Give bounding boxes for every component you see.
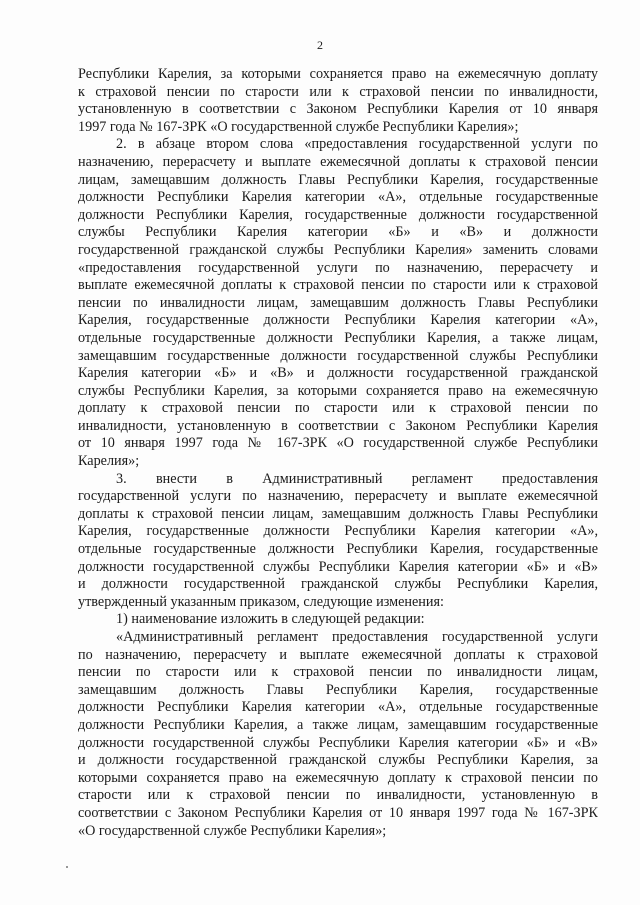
text-line: пенсии по инвалидности лицам, замещавшим должность Главы Республики xyxy=(78,294,598,311)
text-line: инвалидности, установленную в соответствии с Законом Республики Карелия xyxy=(78,417,598,434)
text-line: Карелия, государственные должности Республики Карелия категории «А», xyxy=(78,312,598,329)
text-line: выплате ежемесячной доплаты к страховой пенсии по старости или к страховой xyxy=(78,277,598,294)
text-line: и должности государственной гражданской службы Республики Карелия, xyxy=(78,576,598,593)
text-line: должности Республики Карелия категории «А», отдельные государственные xyxy=(78,189,598,206)
text-line: Республики Карелия, за которыми сохраняется право на ежемесячную доплату xyxy=(78,66,598,82)
text-line: замещавшим государственные должности государственной службы Республики xyxy=(78,347,598,364)
text-line: установленную в соответствии с Законом Республики Карелия от 10 января xyxy=(78,101,598,118)
text-line: должности Республики Карелия, государственные должности государственной xyxy=(78,206,598,223)
document-body xyxy=(78,66,598,840)
text-line: Карелия категории «Б» и «В» и должности государственной гражданской xyxy=(78,365,598,382)
text-line: «Административный регламент предоставления государственной услуги xyxy=(116,629,598,645)
text-line: 1997 года № 167-ЗРК «О государственной службе Республики Карелия»; xyxy=(78,118,519,135)
text-line: утвержденный указанным приказом, следующие изменения: xyxy=(78,593,444,610)
text-line: лицам, замещавшим должность Главы Республики Карелия, государственные xyxy=(78,171,598,188)
text-line: «О государственной службе Республики Карелия»; xyxy=(78,822,387,839)
text-line: должности Республики Карелия категории «А», отдельные государственные xyxy=(78,699,598,716)
text-line: «предоставления государственной услуги по назначению, перерасчету и xyxy=(78,259,598,276)
text-line: должности Республики Карелия, а также лицам, замещавшим государственные xyxy=(78,716,598,733)
text-line: должности государственной службы Республики Карелия категории «Б» и «В» xyxy=(78,734,598,751)
text-line: 2. в абзаце втором слова «предоставления государственной услуги по xyxy=(116,136,598,153)
text-line: соответствии с Законом Республики Карелия от 10 января 1997 года № 167-ЗРК xyxy=(78,804,598,821)
text-line: замещавшим должность Главы Республики Карелия, государственные xyxy=(78,681,598,698)
text-line: службы Республики Карелия, за которыми сохраняется право на ежемесячную xyxy=(78,382,598,399)
text-line: от 10 января 1997 года № 167-ЗРК «О государственной службе Республики xyxy=(78,435,598,452)
text-line: Карелия»; xyxy=(78,453,140,470)
text-line: доплаты к страховой пенсии лицам, замещавшим должность Главы Республики xyxy=(78,505,598,522)
text-line: доплату к страховой пенсии по старости или к страховой пенсии по xyxy=(78,400,598,417)
text-line: отдельные государственные должности Республики Карелия, государственные xyxy=(78,541,598,558)
text-line: 3. внести в Административный регламент предоставления xyxy=(116,470,598,487)
text-line: по назначению, перерасчету и выплате ежемесячной доплаты к страховой xyxy=(78,646,598,663)
text-line: государственной услуги по назначению, перерасчету и выплате ежемесячной xyxy=(78,488,598,505)
text-line: назначению, перерасчету и выплате ежемесячной доплаты к страховой пенсии xyxy=(78,153,598,170)
text-line: и должности государственной гражданской службы Республики Карелия, за xyxy=(78,752,598,769)
text-line: службы Республики Карелия категории «Б» и «В» и должности xyxy=(78,224,598,241)
text-line: отдельные государственные должности Республики Карелия, а также лицам, xyxy=(78,329,598,346)
text-line: Карелия, государственные должности Республики Карелия категории «А», xyxy=(78,523,598,540)
text-line: пенсии по старости или к страховой пенсии по инвалидности лицам, xyxy=(78,664,598,681)
scan-speck xyxy=(66,866,68,868)
text-line: которыми сохраняется право на ежемесячную доплату к страховой пенсии по xyxy=(78,769,598,786)
page-number: 2 xyxy=(317,38,323,52)
text-line: должности государственной службы Республики Карелия категории «Б» и «В» xyxy=(78,558,598,575)
text-line: к страховой пенсии по старости или к страховой пенсии по инвалидности, xyxy=(78,83,598,100)
text-line: старости или к страховой пенсии по инвалидности, установленную в xyxy=(78,787,598,804)
text-line: государственной гражданской службы Республики Карелия» заменить словами xyxy=(78,241,598,258)
text-line: 1) наименование изложить в следующей редакции: xyxy=(116,611,425,628)
